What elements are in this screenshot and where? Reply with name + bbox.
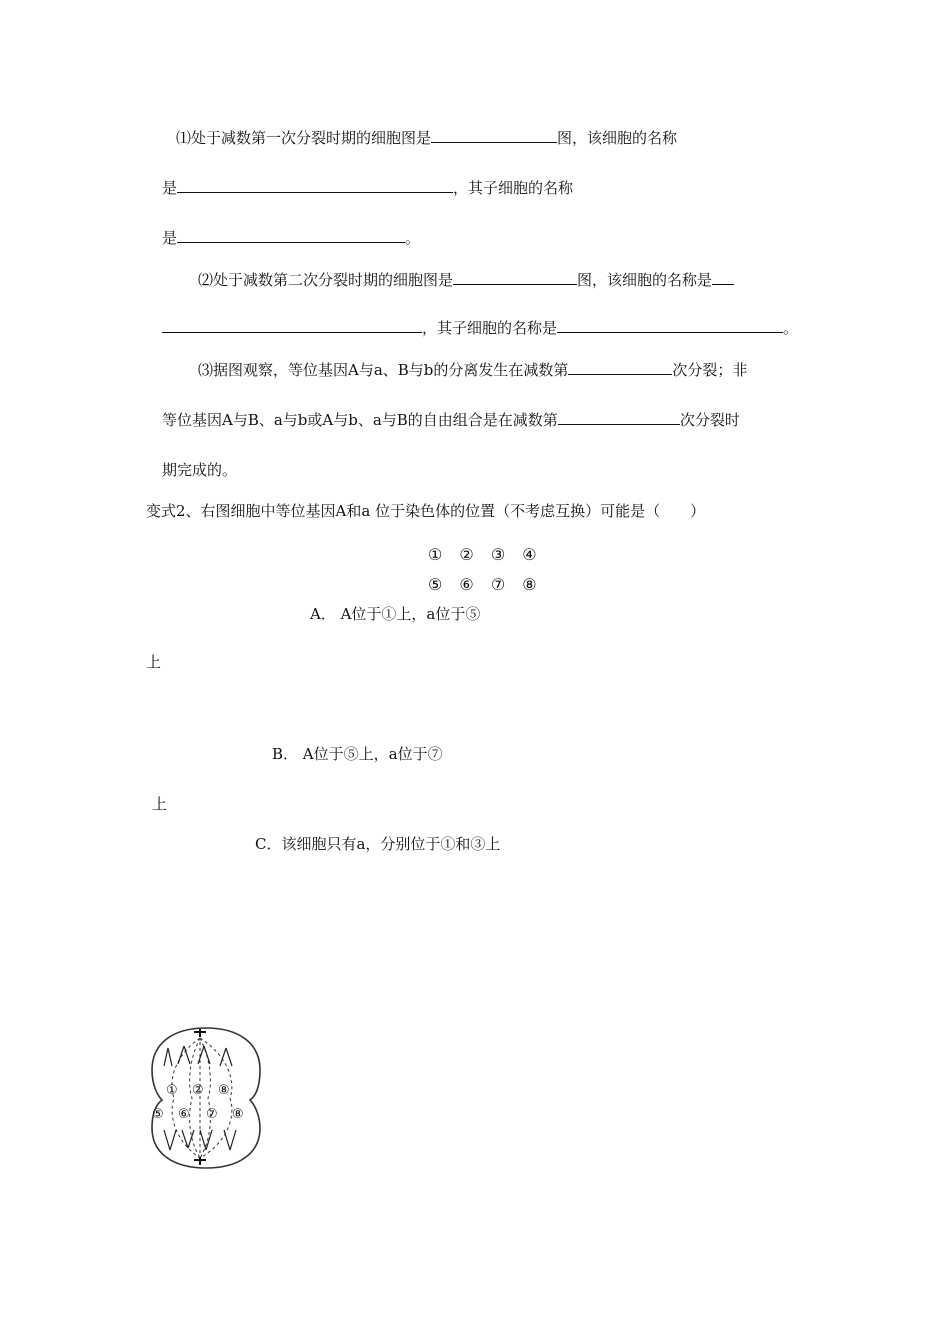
q1-blank-daughter-name[interactable]	[177, 228, 405, 243]
q1-line3	[162, 228, 420, 248]
cell-label-top-2: ②	[192, 1083, 204, 1098]
q3-line2	[162, 410, 740, 430]
q1-blank-cell-name[interactable]	[177, 178, 453, 193]
cell-label-top-3: ⑧	[218, 1083, 230, 1098]
q3-text-a: ⑶据图观察，等位基因A与a、B与b的分离发生在减数第	[198, 361, 569, 379]
option-a[interactable]: A． A位于①上，a位于⑤	[310, 605, 481, 623]
q3-line2-text-b: 次分裂时	[679, 411, 740, 429]
option-c[interactable]: C．该细胞只有a，分别位于①和③上	[255, 835, 501, 853]
q2-blank-figure[interactable]	[453, 270, 577, 285]
option-b[interactable]: B． A位于⑤上，a位于⑦	[272, 745, 443, 763]
cell-label-bottom-3: ⑦	[206, 1107, 218, 1122]
q3-line2-text-a: 等位基因A与B、a与b或A与b、a与B的自由组合是在减数第	[162, 411, 558, 429]
position-numbers-row1: ① ② ③ ④	[428, 545, 543, 564]
q2-blank-daughter-name[interactable]	[557, 318, 783, 333]
q3-text-b: 次分裂；非	[672, 361, 748, 379]
option-a-tail: 上	[146, 653, 162, 671]
centrosome-top	[194, 1029, 206, 1037]
q3-line1	[198, 360, 747, 380]
q3-blank-separation[interactable]	[568, 360, 672, 375]
q3-blank-combination[interactable]	[558, 410, 680, 425]
chromosomes-top	[164, 1046, 232, 1066]
cell-label-bottom-1: ⑤	[152, 1107, 164, 1122]
q2-text-b: 图，该细胞的名称是	[577, 271, 713, 289]
option-b-tail: 上	[152, 795, 168, 813]
q2-text-a: ⑵处于减数第二次分裂时期的细胞图是	[198, 271, 454, 289]
q2-blank-cell-name-start[interactable]	[712, 270, 734, 285]
q1-text-a: ⑴处于减数第一次分裂时期的细胞图是	[176, 129, 432, 147]
q2-line1	[198, 270, 734, 290]
q3-line3-text: 期完成的。	[162, 461, 238, 479]
q1-line2-lead: 是	[162, 179, 178, 197]
q1-line2	[162, 178, 573, 198]
q2-blank-cell-name[interactable]	[162, 318, 422, 333]
q1-line1	[176, 128, 677, 148]
q2-line2-mid: ，其子细胞的名称是	[422, 319, 558, 337]
q1-line2-tail: ，其子细胞的名称	[453, 179, 574, 197]
q1-text-b: 图，该细胞的名称	[557, 129, 678, 147]
q1-line3-tail: 。	[405, 229, 421, 247]
q2-line2	[162, 318, 798, 338]
q1-line3-lead: 是	[162, 229, 178, 247]
q1-blank-figure[interactable]	[431, 128, 557, 143]
cell-division-figure	[148, 1026, 264, 1171]
cell-label-bottom-4: ⑧	[232, 1107, 244, 1122]
cell-label-bottom-2: ⑥	[178, 1107, 190, 1122]
cell-label-top-1: ①	[166, 1083, 178, 1098]
centrosome-bottom	[194, 1157, 206, 1165]
position-numbers-row2: ⑤ ⑥ ⑦ ⑧	[428, 575, 543, 594]
variant2-stem: 变式2、右图细胞中等位基因A和a 位于染色体的位置（不考虑互换）可能是（ ）	[146, 502, 706, 520]
q2-line2-end: 。	[783, 319, 799, 337]
q3-line3	[162, 460, 237, 480]
